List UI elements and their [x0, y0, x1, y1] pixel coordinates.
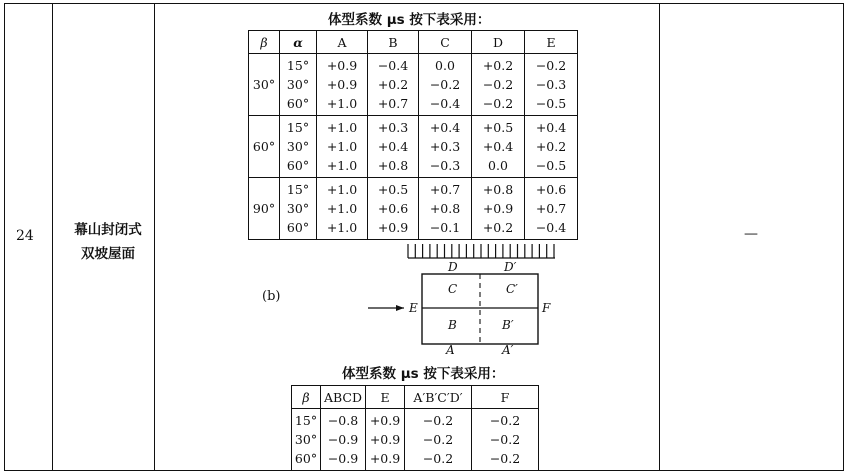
table2-cell-line: −0.2: [422, 451, 454, 466]
value-cell-E: [525, 178, 578, 240]
value-cell-D: [472, 116, 525, 178]
alpha-cell-line: 30°: [286, 77, 310, 92]
label-D: D: [448, 260, 458, 274]
value-cell-A-line: +1.0: [326, 182, 358, 197]
value-cell-E-line: +0.2: [535, 139, 567, 154]
table2-cell-line: 15°: [294, 413, 318, 428]
header-C: C: [419, 31, 472, 54]
beta-cell: 90°: [249, 178, 280, 240]
value-cell-A: [317, 54, 368, 116]
header-B: B: [368, 31, 419, 54]
value-cell-C: [419, 116, 472, 178]
label-E: E: [409, 301, 418, 315]
column-divider-2: [154, 3, 155, 471]
alpha-cell-line: 60°: [286, 158, 310, 173]
header-ABCD: ABCD: [321, 386, 366, 409]
value-cell-E-line: −0.5: [535, 158, 567, 173]
value-cell-D-line: +0.5: [482, 120, 514, 135]
alpha-cell-line: 15°: [286, 120, 310, 135]
label-F: F: [542, 301, 551, 315]
value-cell-E-line: −0.5: [535, 96, 567, 111]
table2-cell-ABCD: [321, 409, 366, 471]
table2-header-row: [292, 386, 539, 409]
header-D: D: [472, 31, 525, 54]
table2-cell-line: −0.9: [327, 432, 359, 447]
table2-cell-beta: [292, 409, 321, 471]
table2-cell-line: +0.9: [369, 451, 401, 466]
value-cell-C-line: 0.0: [435, 58, 455, 73]
value-cell-A-line: +1.0: [326, 220, 358, 235]
label-A: A: [446, 343, 455, 356]
value-cell-A: [317, 116, 368, 178]
wind-scale-ruler: [408, 244, 555, 258]
value-cell-B-line: +0.7: [377, 96, 409, 111]
table2-cell-line: −0.2: [422, 432, 454, 447]
label-Cp: C′: [506, 282, 518, 296]
value-cell-C-line: +0.4: [429, 120, 461, 135]
alpha-cell-line: 15°: [286, 58, 310, 73]
value-cell-E-line: −0.3: [535, 77, 567, 92]
value-cell-A-line: +0.9: [326, 77, 358, 92]
value-cell-D-line: 0.0: [488, 158, 508, 173]
table2-cell-E: [366, 409, 405, 471]
value-cell-D-line: +0.2: [482, 58, 514, 73]
beta-cell: 30°: [249, 54, 280, 116]
structure-name: [70, 218, 146, 266]
value-cell-C-line: −0.3: [429, 158, 461, 173]
value-cell-A-line: +1.0: [326, 139, 358, 154]
value-cell-B: [368, 116, 419, 178]
coefficient-table-1: [248, 30, 578, 240]
table1-group-row: [249, 116, 578, 178]
structure-name-line2: 双坡屋面: [81, 246, 135, 262]
table2-cell-line: −0.9: [327, 451, 359, 466]
value-cell-C-line: −0.1: [429, 220, 461, 235]
value-cell-C: [419, 54, 472, 116]
beta-cell: 60°: [249, 116, 280, 178]
value-cell-D-line: −0.2: [482, 77, 514, 92]
table2-cell-line: −0.2: [489, 451, 521, 466]
value-cell-C-line: +0.3: [429, 139, 461, 154]
value-cell-D-line: +0.9: [482, 201, 514, 216]
figure-label-b: (b): [262, 289, 281, 304]
value-cell-D-line: +0.8: [482, 182, 514, 197]
table1-header-row: [249, 31, 578, 54]
value-cell-E-line: −0.2: [535, 58, 567, 73]
alpha-cell: [280, 178, 317, 240]
value-cell-C-line: −0.4: [429, 96, 461, 111]
table2-cell-line: +0.9: [369, 432, 401, 447]
table2-row: [292, 409, 539, 471]
label-Bp: B′: [502, 318, 514, 332]
wind-arrow-icon: [396, 305, 404, 311]
table1-heading: 体型系数 μs 按下表采用：: [328, 12, 491, 28]
value-cell-B-line: +0.5: [377, 182, 409, 197]
alpha-cell: [280, 116, 317, 178]
value-cell-A: [317, 178, 368, 240]
value-cell-B: [368, 54, 419, 116]
remark-dash-text: —: [744, 226, 758, 242]
value-cell-E: [525, 54, 578, 116]
value-cell-B: [368, 178, 419, 240]
structure-name-line1: 幕山封闭式: [74, 222, 142, 238]
row-number: 24: [16, 228, 34, 244]
value-cell-A-line: +1.0: [326, 201, 358, 216]
value-cell-A-line: +1.0: [326, 96, 358, 111]
table1-group-row: [249, 54, 578, 116]
value-cell-D-line: +0.2: [482, 220, 514, 235]
value-cell-A-line: +0.9: [326, 58, 358, 73]
label-Dp: D′: [504, 260, 517, 274]
alpha-cell-line: 15°: [286, 182, 310, 197]
value-cell-D-line: +0.4: [482, 139, 514, 154]
value-cell-A-line: +1.0: [326, 158, 358, 173]
table2-cell-F: [472, 409, 539, 471]
header-alpha: α: [280, 31, 317, 54]
value-cell-B-line: +0.4: [377, 139, 409, 154]
value-cell-E: [525, 116, 578, 178]
value-cell-B-line: +0.8: [377, 158, 409, 173]
column-divider-1: [52, 3, 53, 471]
value-cell-C-line: −0.2: [429, 77, 461, 92]
header-beta: β: [292, 386, 321, 409]
value-cell-B-line: +0.2: [377, 77, 409, 92]
alpha-cell-line: 60°: [286, 220, 310, 235]
label-Ap: A′: [502, 343, 514, 356]
value-cell-B-line: +0.6: [377, 201, 409, 216]
table2-cell-line: −0.2: [422, 413, 454, 428]
header-beta: β: [249, 31, 280, 54]
value-cell-C-line: +0.8: [429, 201, 461, 216]
coefficient-table-2: [291, 385, 539, 471]
table1-group-row: [249, 178, 578, 240]
table2-cell-line: −0.2: [489, 413, 521, 428]
value-cell-C-line: +0.7: [429, 182, 461, 197]
value-cell-E-line: +0.4: [535, 120, 567, 135]
header-E: E: [525, 31, 578, 54]
value-cell-B-line: +0.3: [377, 120, 409, 135]
alpha-cell-line: 30°: [286, 139, 310, 154]
value-cell-E-line: +0.6: [535, 182, 567, 197]
table2-cell-line: 60°: [294, 451, 318, 466]
alpha-cell-line: 60°: [286, 96, 310, 111]
table2-cell-line: −0.2: [489, 432, 521, 447]
label-B: B: [448, 318, 457, 332]
table2-cell-ApBpCpDp: [405, 409, 472, 471]
value-cell-C: [419, 178, 472, 240]
column-divider-3: [659, 3, 660, 471]
alpha-cell-line: 30°: [286, 201, 310, 216]
value-cell-D: [472, 54, 525, 116]
header-A: A: [317, 31, 368, 54]
value-cell-B-line: −0.4: [377, 58, 409, 73]
table2-cell-line: 30°: [294, 432, 318, 447]
value-cell-D: [472, 178, 525, 240]
table2-cell-line: −0.8: [327, 413, 359, 428]
header-E: E: [366, 386, 405, 409]
value-cell-E-line: +0.7: [535, 201, 567, 216]
label-C: C: [448, 282, 458, 296]
value-cell-E-line: −0.4: [535, 220, 567, 235]
value-cell-D-line: −0.2: [482, 96, 514, 111]
roof-plan-diagram: [360, 236, 560, 356]
table2-heading: 体型系数 μs 按下表采用：: [342, 366, 505, 382]
table2-cell-line: +0.9: [369, 413, 401, 428]
alpha-cell: [280, 54, 317, 116]
header-ApBpCpDp: A′B′C′D′: [405, 386, 472, 409]
value-cell-B-line: +0.9: [377, 220, 409, 235]
value-cell-A-line: +1.0: [326, 120, 358, 135]
header-F: F: [472, 386, 539, 409]
